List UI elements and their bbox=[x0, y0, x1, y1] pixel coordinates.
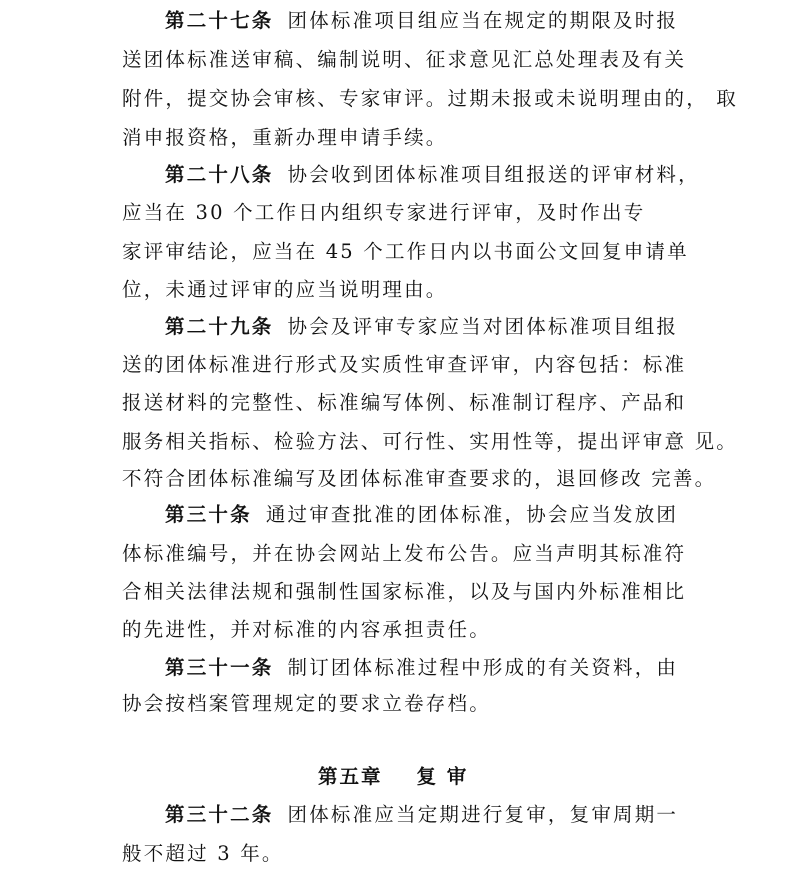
article-30-line-1 bbox=[165, 503, 678, 527]
article-31-line-2: 协会按档案管理规定的要求立卷存档。 bbox=[122, 692, 491, 715]
article-27-line-4: 消申报资格，重新办理申请手续。 bbox=[122, 126, 448, 149]
chapter-title: 复 审 bbox=[416, 765, 469, 788]
article-27-line-1 bbox=[165, 9, 678, 33]
article-30-line-3: 合相关法律法规和强制性国家标准，以及与国内外标准相比 bbox=[122, 580, 687, 603]
article-28-label: 第二十八条 bbox=[165, 163, 274, 186]
article-31-label: 第三十一条 bbox=[165, 656, 274, 679]
article-30-line-2: 体标准编号，并在协会网站上发布公告。应当声明其标准符 bbox=[122, 542, 687, 565]
article-28-line-4: 位，未通过评审的应当说明理由。 bbox=[122, 278, 448, 301]
article-29-line-5: 不符合团体标准编写及团体标准审查要求的，退回修改 完善。 bbox=[122, 467, 717, 490]
article-28-line-3: 家评审结论，应当在 45 个工作日内以书面公文回复申请单 bbox=[122, 240, 689, 263]
article-32-text-1: 团体标准应当定期进行复审，复审周期一 bbox=[287, 803, 679, 826]
article-32-label: 第三十二条 bbox=[165, 803, 274, 826]
chapter-number: 第五章 bbox=[318, 765, 383, 788]
article-29-line-2: 送的团体标准进行形式及实质性审查评审，内容包括：标准 bbox=[122, 353, 687, 376]
article-31-text-1: 制订团体标准过程中形成的有关资料，由 bbox=[287, 656, 679, 679]
article-27-text-1: 团体标准项目组应当在规定的期限及时报 bbox=[287, 9, 679, 32]
article-28-text-1: 协会收到团体标准项目组报送的评审材料， bbox=[287, 163, 700, 186]
article-27-label: 第二十七条 bbox=[165, 9, 274, 32]
article-29-text-1: 协会及评审专家应当对团体标准项目组报 bbox=[287, 315, 679, 338]
chapter-heading bbox=[318, 765, 468, 789]
article-30-text-1: 通过审查批准的团体标准，协会应当发放团 bbox=[265, 503, 679, 526]
article-27-line-3: 附件，提交协会审核、专家审评。过期未报或未说明理由的， 取 bbox=[122, 87, 738, 110]
article-28-line-1 bbox=[165, 163, 700, 187]
article-29-line-4: 服务相关指标、检验方法、可行性、实用性等，提出评审意 见。 bbox=[122, 430, 738, 453]
article-30-line-4: 的先进性，并对标准的内容承担责任。 bbox=[122, 618, 491, 641]
article-28-line-2: 应当在 30 个工作日内组织专家进行评审，及时作出专 bbox=[122, 201, 646, 224]
article-30-label: 第三十条 bbox=[165, 503, 252, 526]
article-29-line-1 bbox=[165, 315, 678, 339]
article-29-label: 第二十九条 bbox=[165, 315, 274, 338]
article-32-line-2: 般不超过 3 年。 bbox=[122, 842, 284, 865]
article-32-line-1 bbox=[165, 803, 678, 827]
article-29-line-3: 报送材料的完整性、标准编写体例、标准制订程序、产品和 bbox=[122, 391, 687, 414]
article-27-line-2: 送团体标准送审稿、编制说明、征求意见汇总处理表及有关 bbox=[122, 48, 687, 71]
article-31-line-1 bbox=[165, 656, 678, 680]
